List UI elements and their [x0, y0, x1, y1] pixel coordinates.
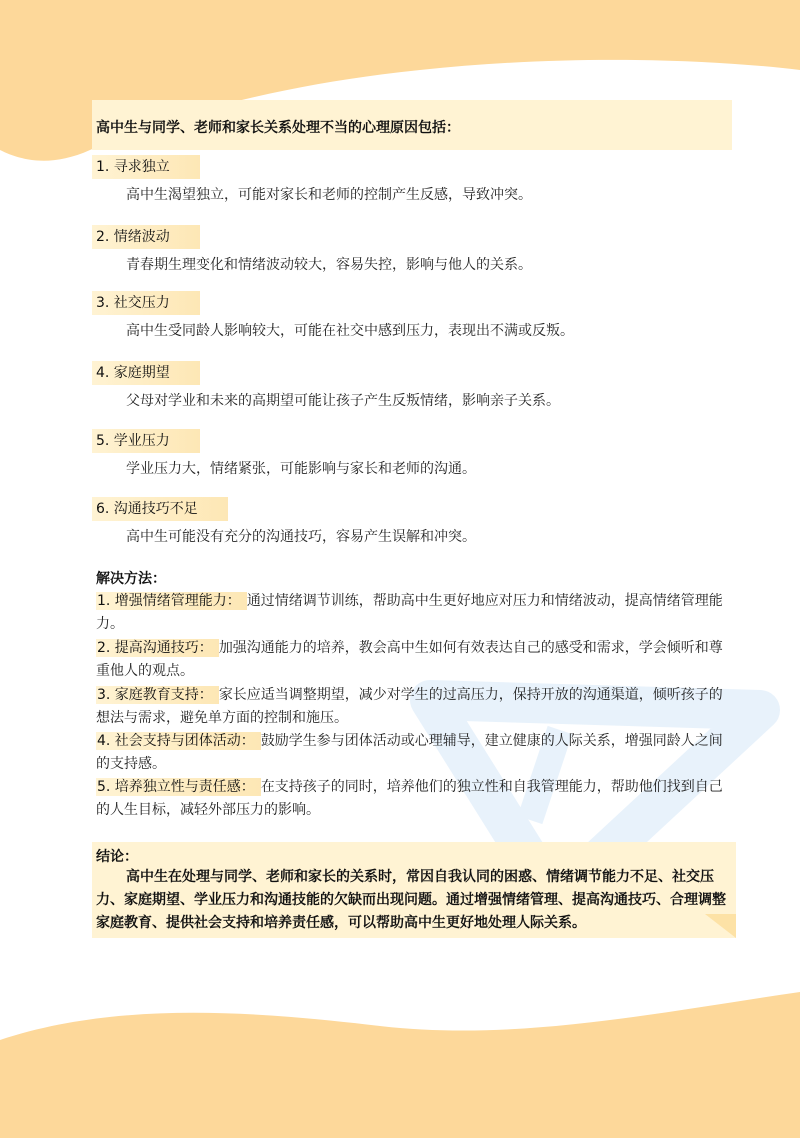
solution-label: 3. 家庭教育支持：: [96, 686, 219, 704]
solution-label: 5. 培养独立性与责任感：: [96, 778, 261, 796]
solution-text: 加强沟通能力的培养，教会高中生如何有效表达自己的感受和需求，学会倾听和尊重他人的观点。: [96, 640, 723, 679]
solution-label: 2. 提高沟通技巧：: [96, 639, 219, 657]
reason-desc: 高中生可能没有充分的沟通技巧，容易产生误解和冲突。: [126, 529, 476, 545]
solution-item: [96, 776, 732, 822]
reason-label: 1. 寻求独立: [92, 155, 200, 179]
conclusion-text: 高中生在处理与同学、老师和家长的关系时，常因自我认同的困惑、情绪调节能力不足、社交压力、家庭期望、学业压力和沟通技能的欠缺而出现问题。通过增强情绪管理、提高沟通技巧、合理调整家庭教育、提供社会支持和培养责任感，可以帮助高中生更好地处理人际关系。: [96, 869, 726, 931]
reason-label: 3. 社交压力: [92, 291, 200, 315]
reason-label: 5. 学业压力: [92, 429, 200, 453]
reason-item: [96, 291, 574, 343]
solution-item: [96, 730, 732, 776]
reason-label: 6. 沟通技巧不足: [92, 497, 228, 521]
solution-label: 1. 增强情绪管理能力：: [96, 592, 247, 610]
reason-item: [96, 429, 476, 481]
solution-text: 家长应适当调整期望，减少对学生的过高压力，保持开放的沟通渠道，倾听孩子的想法与需求，避免单方面的控制和施压。: [96, 687, 723, 726]
reason-desc: 高中生受同龄人影响较大，可能在社交中感到压力，表现出不满或反叛。: [126, 323, 574, 339]
reason-desc: 学业压力大，情绪紧张，可能影响与家长和老师的沟通。: [126, 461, 476, 477]
solution-item: [96, 590, 732, 636]
solution-item: [96, 684, 732, 730]
solution-label: 4. 社会支持与团体活动：: [96, 732, 261, 750]
solutions-title: 解决方法：: [96, 571, 166, 587]
reason-item: [96, 361, 560, 413]
reason-item: [96, 497, 476, 549]
solution-text: 鼓励学生参与团体活动或心理辅导，建立健康的人际关系，增强同龄人之间的支持感。: [96, 733, 723, 772]
bottom-wave-shape: [0, 992, 800, 1138]
reason-desc: 高中生渴望独立，可能对家长和老师的控制产生反感，导致冲突。: [126, 187, 532, 203]
reason-label: 4. 家庭期望: [92, 361, 200, 385]
reason-item: [96, 155, 532, 207]
reason-desc: 青春期生理变化和情绪波动较大，容易失控，影响与他人的关系。: [126, 257, 532, 273]
reason-item: [96, 225, 532, 277]
reason-desc: 父母对学业和未来的高期望可能让孩子产生反叛情绪，影响亲子关系。: [126, 393, 560, 409]
reason-label: 2. 情绪波动: [92, 225, 200, 249]
solution-text: 通过情绪调节训练，帮助高中生更好地应对压力和情绪波动，提高情绪管理能力。: [96, 593, 723, 632]
page-title: 高中生与同学、老师和家长关系处理不当的心理原因包括：: [96, 120, 460, 136]
solution-text: 在支持孩子的同时，培养他们的独立性和自我管理能力，帮助他们找到自己的人生目标，减轻外部压力的影响。: [96, 779, 723, 818]
solution-item: [96, 637, 732, 683]
conclusion-title: 结论：: [96, 849, 138, 865]
